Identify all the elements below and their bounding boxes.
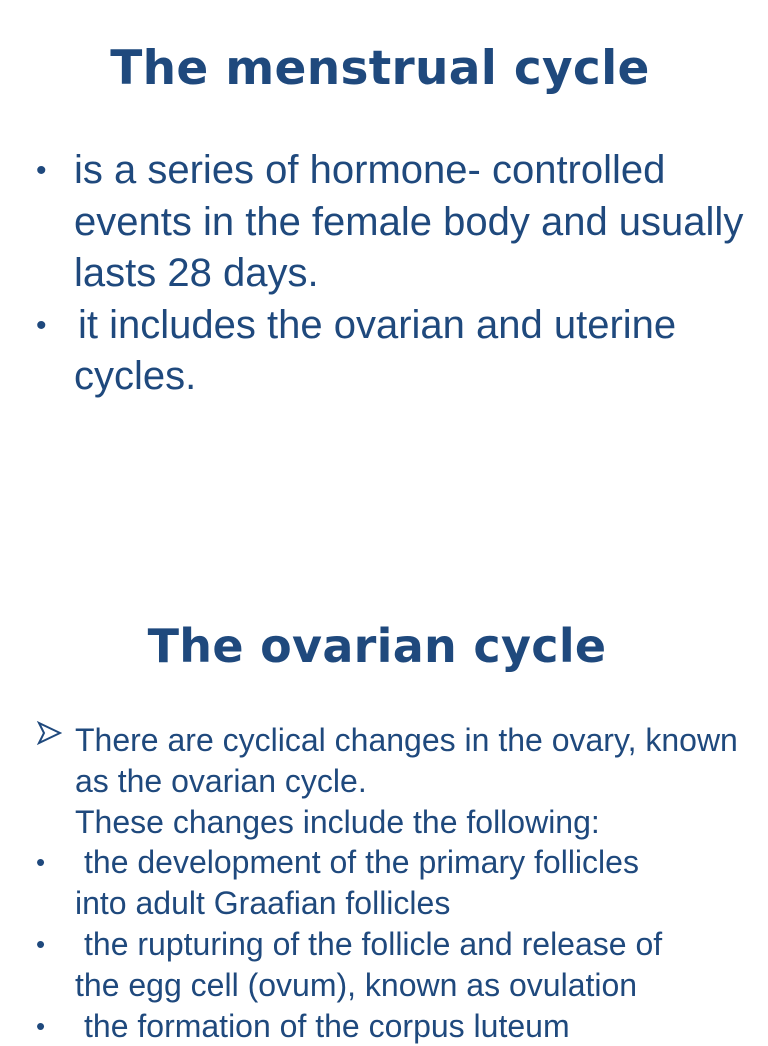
list-item <box>36 145 764 300</box>
list-item <box>36 300 764 403</box>
slide-ovarian-cycle <box>0 580 768 1044</box>
slide-body <box>36 720 765 1046</box>
list-item <box>36 1006 765 1046</box>
bullet-text-line: into adult Graafian follicles <box>75 885 451 922</box>
list-item <box>36 842 765 924</box>
bullet-text-line: the formation of the corpus luteum <box>84 1007 570 1044</box>
bullet-icon: • <box>36 928 46 959</box>
arrow-bullet-icon <box>36 721 62 745</box>
intro-continuation: These changes include the following: <box>75 803 600 840</box>
bullet-text-line: the development of the primary follicles <box>84 844 639 881</box>
bullet-text: it includes the ovarian and uterine cycles. <box>74 302 677 398</box>
slide-title: The menstrual cycle <box>110 41 650 96</box>
list-item <box>36 924 765 1006</box>
bullet-icon: • <box>36 847 46 878</box>
bullet-text-line: the egg cell (ovum), known as ovulation <box>75 966 638 1003</box>
intro-text: There are cyclical changes in the ovary, known as the ovarian cycle. <box>75 722 738 799</box>
bullet-list <box>36 842 765 1046</box>
bullet-text-line: the rupturing of the follicle and release of <box>84 925 663 962</box>
bullet-list <box>36 145 764 403</box>
bullet-icon: • <box>36 154 47 187</box>
bullet-icon: • <box>36 308 47 342</box>
intro-paragraph <box>75 720 765 802</box>
slide-title: The ovarian cycle <box>147 619 607 673</box>
bullet-icon: • <box>36 1010 46 1041</box>
bullet-text: is a series of hormone- controlled events in the female body and usually lasts 28 days. <box>74 148 744 295</box>
